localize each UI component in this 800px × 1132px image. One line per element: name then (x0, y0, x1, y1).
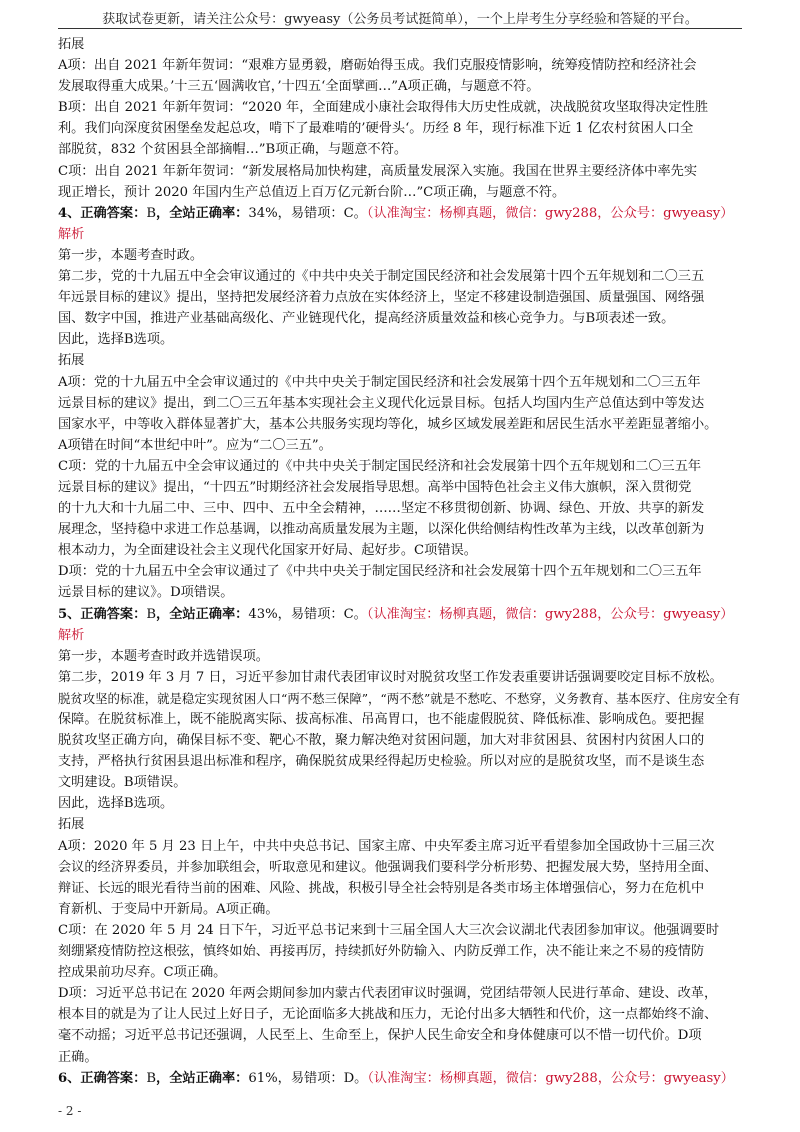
q4-answer-line (58, 203, 744, 224)
q4-analysis-line: 因此，选择B选项。 (58, 332, 174, 348)
q5-analysis-line: 文明建设。B项错误。 (58, 775, 187, 791)
q4-extension-label: 拓展 (58, 353, 85, 369)
q5-ext-line: A项：2020 年 5 月 23 日上午，中共中央总书记、国家主席、中央军委主席习近平看望参加全国政协十三届三次 (58, 838, 715, 854)
q4-ext-line: 远景目标的建议》。D项错误。 (58, 585, 234, 601)
q6-rate-label: ，全站正确率： (156, 1070, 249, 1086)
q5-analysis-line: 第二步，2019 年 3 月 7 日，习近平参加甘肃代表团审议时对脱贫攻坚工作发表重要讲话强调要咬定目标不放松。 (58, 669, 723, 685)
header-banner: 获取试卷更新，请关注公众号：gwyeasy（公务员考试挺简单），一个上岸考生分享经验和答疑的平台。 (102, 12, 698, 27)
q3-ext-line: C项：出自 2021 年新年贺词：“新发展格局加快构建，高质量发展深入实施。我国在世界主要经济体中率先实 (58, 163, 698, 179)
document-body (58, 34, 744, 1089)
q5-analysis-line: 因此，选择B选项。 (58, 796, 174, 812)
q5-wrong-label: ，易错项： (277, 606, 344, 622)
q3-ext-line: 部脱贫，832 个贫困县全部摘帽…”B项正确，与题意不符。 (58, 142, 408, 158)
q5-ext-line: 会议的经济界委员，并参加联组会，听取意见和建议。他强调我们要科学分析形势、把握发展大势，坚持用全面、 (58, 859, 718, 875)
q5-promo: （认准淘宝：杨柳真题，微信：gwy288，公众号：gwyeasy） (366, 606, 734, 622)
q4-ext-line: 远景目标的建议》提出，“十四五”时期经济社会发展指导思想。高举中国特色社会主义伟大旗帜，深入贯彻党 (58, 479, 692, 495)
q5-analysis-label: 解析 (58, 627, 85, 643)
q5-analysis-line: 保障。在脱贫标准上，既不能脱离实际、拔高标准、吊高胃口，也不能虚假脱贫、降低标准、影响成色。要把握 (58, 712, 705, 727)
q4-ext-line: C项：党的十九届五中全会审议通过的《中共中央关于制定国民经济和社会发展第十四个五年规划和二〇三五年 (58, 458, 702, 474)
q5-ext-line: D项：习近平总书记在 2020 年两会期间参加内蒙古代表团审议时强调，党团结带领人民进行革命、建设、改革， (58, 986, 718, 1002)
q5-answer: B (146, 606, 157, 622)
q5-ext-line: 根本目的就是为了让人民过上好日子，无论面临多大挑战和压力，无论付出多大牺牲和代价，这一点都始终不渝、 (58, 1007, 718, 1023)
q5-ext-line: C项：在 2020 年 5 月 24 日下午，习近平总书记来到十三届全国人大三次会议湖北代表团参加审议。他强调要时 (58, 922, 720, 938)
q4-ext-line: 根本动力，为全面建设社会主义现代化国家开好局、起好步。C项错误。 (58, 543, 477, 559)
q4-analysis-line: 第一步，本题考查时政。 (58, 247, 204, 263)
q5-ext-line: 辩证、长远的眼光看待当前的困难、风险、挑战，积极引导全社会特别是各类市场主体增强信心，努力在危机中 (58, 880, 705, 896)
q5-analysis-line: 支持，严格执行贫困县退出标准和程序，确保脱贫成果经得起历史检验。所以对应的是脱贫攻坚，而不是谈生态 (58, 754, 705, 770)
q4-ext-line: A项：党的十九届五中全会审议通过的《中共中央关于制定国民经济和社会发展第十四个五年规划和二〇三五年 (58, 374, 701, 390)
q4-answer: B (146, 205, 157, 221)
q6-promo: （认准淘宝：杨柳真题，微信：gwy288，公众号：gwyeasy） (367, 1070, 734, 1086)
q4-wrong-label: ，易错项： (277, 205, 344, 221)
q3-extension-label: 拓展 (58, 37, 85, 52)
q5-ext-line: 控成果前功尽弃。C项正确。 (58, 965, 227, 981)
q6-answer: B (146, 1070, 157, 1086)
q4-analysis-line: 年远景目标的建议》提出，坚持把发展经济着力点放在实体经济上，坚定不移建设制造强国、质量强国、网络强 (58, 290, 705, 306)
q5-ext-line: 毫不动摇；习近平总书记还强调，人民至上、生命至上，保护人民生命安全和身体健康可以不惜一切代价。D项 (58, 1028, 702, 1044)
q4-analysis-line: 国、数字中国，推进产业基础高级化、产业链现代化，提高经济质量效益和核心竞争力。与B项表述一致。 (58, 311, 675, 327)
q3-ext-line: 发展取得重大成果。’十三五‘圆满收官，’十四五‘全面擘画…”A项正确，与题意不符。 (58, 79, 540, 95)
q6-wrong-label: ，易错项： (277, 1070, 344, 1086)
q4-ext-line: D项：党的十九届五中全会审议通过了《中共中央关于制定国民经济和社会发展第十四个五年规划和二〇三五年 (58, 564, 702, 580)
q4-ext-line: 展理念，坚持稳中求进工作总基调，以推动高质量发展为主题，以深化供给侧结构性改革为主线，以改革创新为 (58, 522, 705, 538)
q6-wrong: D。 (343, 1070, 368, 1086)
q4-rate: 34% (248, 205, 278, 221)
q3-ext-line: B项：出自 2021 年新年贺词：“2020 年，全面建成小康社会取得伟大历史性成就，决战脱贫攻坚取得决定性胜 (58, 100, 709, 116)
q3-ext-line: 利。我们向深度贫困堡垒发起总攻，啃下了最难啃的’硬骨头‘。历经 8 年，现行标准下近 1 亿农村贫困人口全 (58, 121, 694, 137)
q3-ext-line: A项：出自 2021 年新年贺词：“艰难方显勇毅，磨砺始得玉成。我们克服疫情影响，统筹疫情防控和经济社会 (58, 58, 697, 74)
q6-answer-line (58, 1068, 744, 1089)
q4-promo: （认准淘宝：杨柳真题，微信：gwy288，公众号：gwyeasy） (366, 205, 734, 221)
q5-extension-label: 拓展 (58, 817, 85, 833)
q4-ext-line: 的十九大和十九届二中、三中、四中、五中全会精神，……坚定不移贯彻创新、协调、绿色、开放、共享的新发 (58, 501, 705, 517)
q4-analysis-line: 第二步，党的十九届五中全会审议通过的《中共中央关于制定国民经济和社会发展第十四个五年规划和二〇三五 (58, 269, 705, 285)
q5-rate-label: ，全站正确率： (156, 606, 249, 622)
q5-ext-line: 刻绷紧疫情防控这根弦，慎终如始、再接再厉，持续抓好外防输入、内防反弹工作，决不能让来之不易的疫情防 (58, 944, 705, 960)
q5-analysis-line: 脱贫攻坚的标准，就是稳定实现贫困人口“两不愁三保障”，“两不愁”就是不愁吃、不愁穿，义务教育、基本医疗、住房安全有 (58, 690, 741, 706)
q5-answer-line (58, 604, 744, 625)
q5-ext-line: 正确。 (58, 1049, 98, 1065)
header-divider (58, 28, 742, 29)
q3-ext-line: 现正增长，预计 2020 年国内生产总值迈上百万亿元新台阶…”C项正确，与题意不符。 (58, 184, 566, 200)
q4-ext-line: A项错在时间“本世纪中叶”。应为“二〇三五”。 (58, 437, 332, 453)
q5-ext-line: 育新机、于变局中开新局。A项正确。 (58, 901, 279, 917)
q5-analysis-line: 脱贫攻坚正确方向，确保目标不变、靶心不散，聚力解决绝对贫困问题，加大对非贫困县、贫困村内贫困人口的 (58, 733, 705, 749)
q4-ext-line: 国家水平，中等收入群体显著扩大，基本公共服务实现均等化，城乡区域发展差距和居民生活水平差距显著缩小。 (58, 416, 718, 432)
q4-rate-label: ，全站正确率： (156, 205, 249, 221)
page-number: - 2 - (58, 1104, 82, 1118)
q5-wrong: C。 (343, 606, 367, 622)
q5-number-label: 5、正确答案： (58, 606, 147, 622)
q4-analysis-label: 解析 (58, 226, 85, 242)
q5-rate: 43% (248, 606, 278, 622)
q4-number-label: 4、正确答案： (58, 205, 147, 221)
q4-wrong: C。 (343, 205, 367, 221)
q6-rate: 61% (248, 1070, 278, 1086)
q4-ext-line: 远景目标的建议》提出，到二〇三五年基本实现社会主义现代化远景目标。包括人均国内生产总值达到中等发达 (58, 395, 705, 411)
q6-number-label: 6、正确答案： (58, 1070, 147, 1086)
q5-analysis-line: 第一步，本题考查时政并选错误项。 (58, 648, 269, 664)
